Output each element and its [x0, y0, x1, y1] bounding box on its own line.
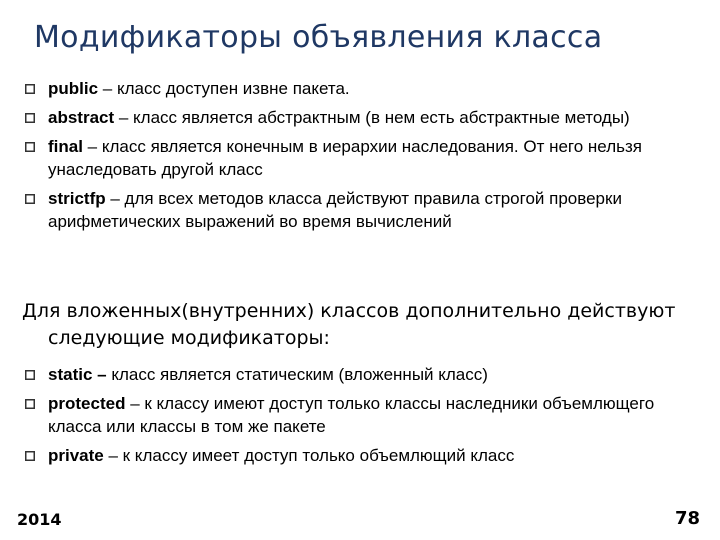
- nested-classes-intro: Для вложенных(внутренних) классов дополнительно действуют следующие модификаторы:: [22, 300, 676, 349]
- hollow-square-bullet-icon: [25, 113, 35, 123]
- modifier-description: класс является статическим (вложенный класс): [106, 365, 488, 384]
- hollow-square-bullet-icon: [25, 142, 35, 152]
- hollow-square-bullet-icon: [25, 399, 35, 409]
- list-item: [22, 106, 702, 129]
- page-number: 78: [674, 508, 700, 529]
- modifier-term: public: [48, 79, 99, 98]
- list-item: [22, 392, 702, 438]
- list-item: [22, 77, 702, 100]
- modifier-term: private: [48, 446, 104, 465]
- modifier-description: – для всех методов класса действуют правила строгой проверки арифметических выражений во время вычислений: [48, 189, 622, 231]
- modifier-term: static –: [48, 365, 107, 384]
- modifier-description: – к классу имеют доступ только классы наследники объемлющего класса или классы в том же пакете: [48, 394, 655, 436]
- modifier-description: – к классу имеет доступ только объемлющий класс: [103, 446, 515, 465]
- class-modifiers-list: [22, 77, 702, 239]
- modifier-description: – класс является конечным в иерархии наследования. От него нельзя унаследовать другой класс: [48, 137, 642, 179]
- list-item: [22, 187, 702, 233]
- modifier-term: abstract: [48, 108, 115, 127]
- hollow-square-bullet-icon: [25, 451, 35, 461]
- modifier-term: strictfp: [48, 189, 106, 208]
- nested-modifiers-list: [22, 363, 702, 473]
- hollow-square-bullet-icon: [25, 194, 35, 204]
- modifier-term: protected: [48, 394, 126, 413]
- modifier-term: final: [48, 137, 83, 156]
- list-item: [22, 363, 702, 386]
- list-item: [22, 135, 702, 181]
- modifier-description: – класс доступен извне пакета.: [98, 79, 350, 98]
- modifier-description: – класс является абстрактным (в нем есть абстрактные методы): [114, 108, 630, 127]
- list-item: [22, 444, 702, 467]
- hollow-square-bullet-icon: [25, 370, 35, 380]
- footer-year: 2014: [17, 510, 62, 529]
- hollow-square-bullet-icon: [25, 84, 35, 94]
- slide-title: Модификаторы объявления класса: [34, 20, 603, 55]
